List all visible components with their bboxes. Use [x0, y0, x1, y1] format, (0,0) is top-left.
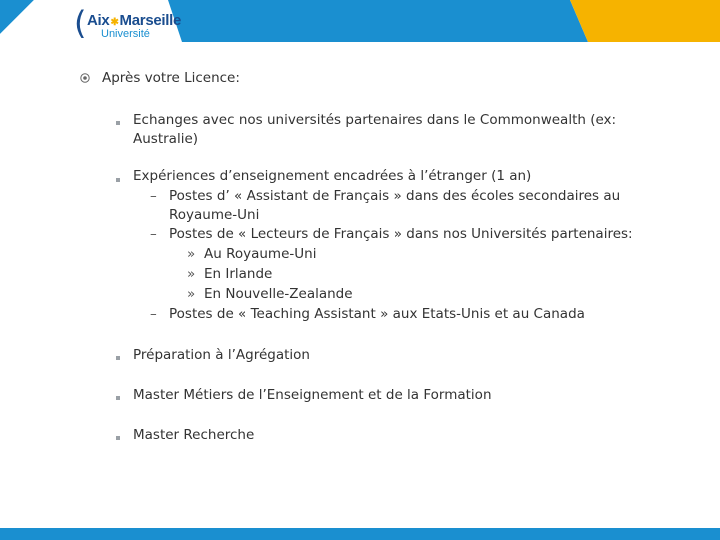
list-item-text: Echanges avec nos universités partenaires dans le Commonwealth (ex: [133, 112, 617, 128]
sub-item-assistant [169, 187, 620, 225]
list-item-master-meef: Master Métiers de l’Enseignement et de la Formation [133, 387, 492, 403]
banner-blue-band [168, 0, 588, 42]
raquo-bullet: » [187, 246, 196, 262]
list-item-text: Australie) [133, 131, 199, 147]
banner-yellow-band [570, 0, 720, 42]
square-bullet-icon [116, 178, 120, 182]
dash-bullet: – [150, 188, 157, 204]
sub-item-text: Royaume-Uni [169, 207, 260, 223]
country-item: En Irlande [204, 266, 273, 282]
dash-bullet: – [150, 306, 157, 322]
slide-heading: Après votre Licence: [102, 70, 240, 86]
list-item-teaching-abroad: Expériences d’enseignement encadrées à l’étranger (1 an) [133, 168, 532, 184]
logo-bracket: ( [74, 4, 87, 42]
sub-item-text: Postes d’ « Assistant de Français » dans des écoles secondaires au [169, 188, 621, 204]
logo-name: Aix✱Marseille [87, 12, 182, 29]
square-bullet-icon [116, 436, 120, 440]
dash-bullet: – [150, 226, 157, 242]
list-item-master-recherche: Master Recherche [133, 427, 255, 443]
logo-subtitle: Université [101, 28, 150, 40]
list-item-exchanges [133, 111, 616, 149]
sub-item-lecteurs: Postes de « Lecteurs de Français » dans nos Universités partenaires: [169, 226, 633, 242]
country-item: En Nouvelle-Zealande [204, 286, 353, 302]
square-bullet-icon [116, 396, 120, 400]
raquo-bullet: » [187, 286, 196, 302]
raquo-bullet: » [187, 266, 196, 282]
square-bullet-icon [116, 121, 120, 125]
sub-item-teaching-assistant: Postes de « Teaching Assistant » aux Etats-Unis et au Canada [169, 306, 585, 322]
circle-bullet-icon [80, 73, 90, 83]
list-item-agregation: Préparation à l’Agrégation [133, 347, 310, 363]
footer-bar [0, 528, 720, 540]
square-bullet-icon [116, 356, 120, 360]
logo-star-icon: ✱ [110, 17, 119, 28]
country-item: Au Royaume-Uni [204, 246, 317, 262]
